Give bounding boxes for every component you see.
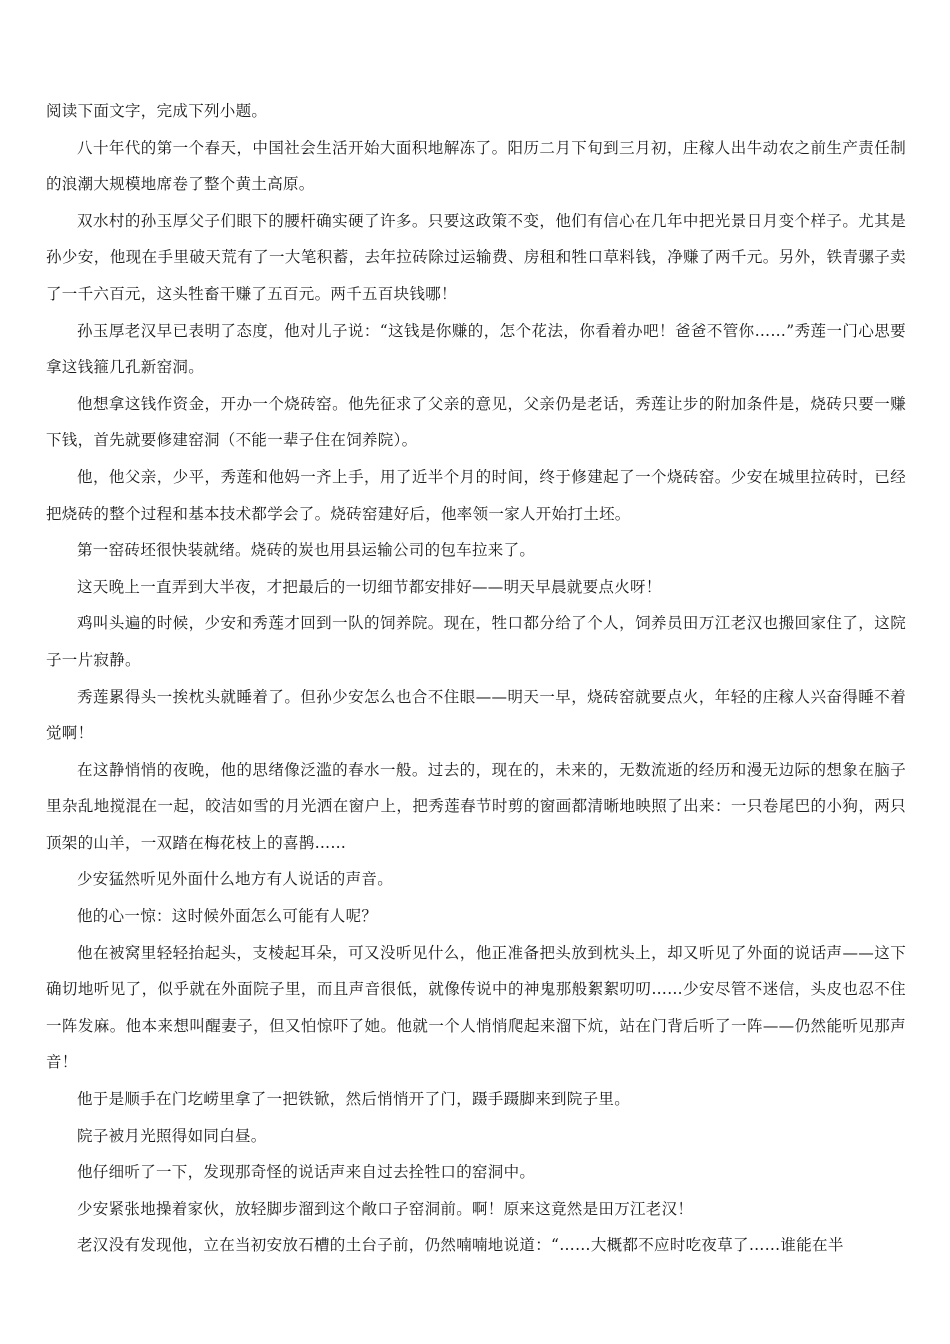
reading-passage bbox=[46, 93, 906, 1264]
paragraph: 他在被窝里轻轻抬起头，支棱起耳朵，可又没听见什么，他正准备把头放到枕头上，却又听见了外面的说话声——这下确切地听见了，似乎就在外面院子里，而且声音很低，就像传说中的神鬼那般絮絮叨叨……少安尽管不迷信，头皮也忍不住一阵发麻。他本来想叫醒妻子，但又怕惊吓了她。他就一个人悄悄爬起来溜下炕，站在门背后听了一阵——仍然能听见那声音！ bbox=[46, 943, 906, 1072]
paragraph: 双水村的孙玉厚父子们眼下的腰杆确实硬了许多。只要这政策不变，他们有信心在几年中把光景日月变个样子。尤其是孙少安，他现在手里破天荒有了一大笔积蓄，去年拉砖除过运输费、房租和牲口草料钱，净赚了两千元。另外，铁青骡子卖了一千六百元，这头牲畜干赚了五百元。两千五百块钱哪！ bbox=[46, 211, 906, 303]
paragraph: 少安猛然听见外面什么地方有人说话的声音。 bbox=[77, 870, 394, 889]
paragraph: 他想拿这钱作资金，开办一个烧砖窑。他先征求了父亲的意见，父亲仍是老话，秀莲让步的附加条件是，烧砖只要一赚下钱，首先就要修建窑洞（不能一辈子住在饲养院）。 bbox=[46, 394, 906, 450]
paragraph: 院子被月光照得如同白昼。 bbox=[77, 1126, 267, 1145]
paragraph: 他，他父亲，少平，秀莲和他妈一齐上手，用了近半个月的时间，终于修建起了一个烧砖窑。少安在城里拉砖时，已经把烧砖的整个过程和基本技术都学会了。烧砖窑建好后，他率领一家人开始打土坯。 bbox=[46, 467, 906, 523]
paragraph: 他的心一惊：这时候外面怎么可能有人呢？ bbox=[77, 907, 378, 926]
paragraph: 在这静悄悄的夜晚，他的思绪像泛滥的春水一般。过去的，现在的，未来的，无数流逝的经历和漫无边际的想象在脑子里杂乱地搅混在一起，皎洁如雪的月光洒在窗户上，把秀莲春节时剪的窗画都清晰地映照了出来：一只卷尾巴的小狗，两只顶架的山羊，一双踏在梅花枝上的喜鹊…… bbox=[46, 760, 906, 852]
paragraph: 秀莲累得头一挨枕头就睡着了。但孙少安怎么也合不住眼——明天一早，烧砖窑就要点火，年轻的庄稼人兴奋得睡不着觉啊！ bbox=[46, 687, 906, 743]
paragraph: 八十年代的第一个春天，中国社会生活开始大面积地解冻了。阳历二月下旬到三月初，庄稼人出牛动农之前生产责任制的浪潮大规模地席卷了整个黄土高原。 bbox=[46, 138, 906, 194]
paragraph: 孙玉厚老汉早已表明了态度，他对儿子说：“这钱是你赚的，怎个花法，你看着办吧！爸爸不管你……”秀莲一门心思要拿这钱箍几孔新窑洞。 bbox=[46, 321, 906, 377]
paragraph: 这天晚上一直弄到大半夜，才把最后的一切细节都安排好——明天早晨就要点火呀！ bbox=[77, 577, 662, 596]
paragraph: 第一窑砖坯很快装就绪。烧砖的炭也用县运输公司的包车拉来了。 bbox=[77, 541, 536, 560]
paragraph: 老汉没有发现他，立在当初安放石槽的土台子前，仍然喃喃地说道：“……大概都不应时吃夜草了……谁能在半 bbox=[77, 1236, 844, 1255]
instruction-line: 阅读下面文字，完成下列小题。 bbox=[46, 102, 268, 120]
paragraph: 鸡叫头遍的时候，少安和秀莲才回到一队的饲养院。现在，牲口都分给了个人，饲养员田万江老汉也搬回家住了，这院子一片寂静。 bbox=[46, 614, 906, 669]
paragraph: 少安紧张地操着家伙，放轻脚步溜到这个敞口子窑洞前。啊！原来这竟然是田万江老汉！ bbox=[77, 1199, 694, 1218]
paragraph: 他仔细听了一下，发现那奇怪的说话声来自过去拴牲口的窑洞中。 bbox=[77, 1163, 536, 1182]
paragraph: 他于是顺手在门圪崂里拿了一把铁锨，然后悄悄开了门，蹑手蹑脚来到院子里。 bbox=[77, 1090, 631, 1109]
